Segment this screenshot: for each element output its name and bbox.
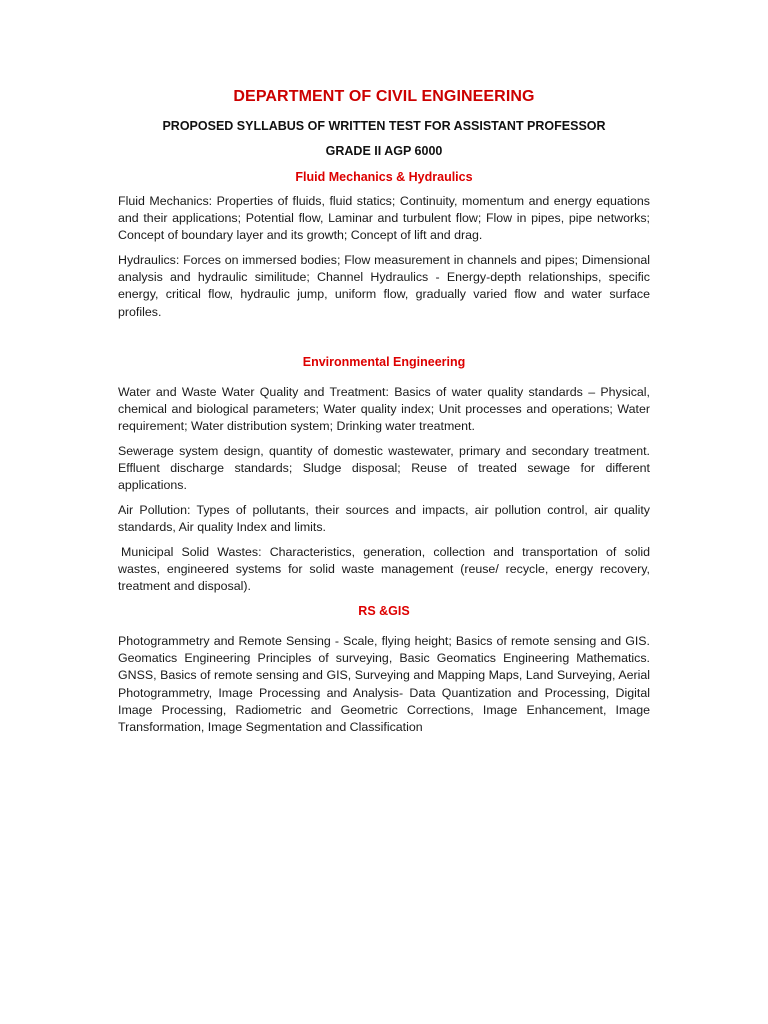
department-title: DEPARTMENT OF CIVIL ENGINEERING [233,88,535,105]
section-heading-rs-gis: RS &GIS [358,604,410,618]
paragraph-air-pollution: Air Pollution: Types of pollutants, their sources and impacts, air pollution control, air quality standards, Air quality Index and limits. [118,503,650,535]
syllabus-subtitle: PROPOSED SYLLABUS OF WRITTEN TEST FOR ASSISTANT PROFESSOR [162,119,606,133]
section-heading-environmental: Environmental Engineering [302,355,466,369]
grade-subtitle: GRADE II AGP 6000 [325,144,443,158]
paragraph-water-quality: Water and Waste Water Quality and Treatment: Basics of water quality standards – Physical, chemical and biological parameters; Water quality index; Unit processes and operations; Water requirement; Water distribution system; Drinking water treatment. [118,385,650,434]
paragraph-remote-sensing: Photogrammetry and Remote Sensing - Scale, flying height; Basics of remote sensing and GIS. Geomatics Engineering Principles of surveying, Basic Geomatics Engineering Mathematics. GNSS, Basics of remote sensing and GIS, Surveying and Mapping Maps, Land Surveying, Aerial Photogrammetry, Image Processing and Analysis- Data Quantization and Processing, Digital Image Processing, Radiometric and Geometric Corrections, Image Enhancement, Image Transformation, Image Segmentation and Classification [118,634,650,735]
paragraph-fluid-mechanics: Fluid Mechanics: Properties of fluids, fluid statics; Continuity, momentum and energy equations and their applications; Potential flow, Laminar and turbulent flow; Flow in pipes, pipe networks; Concept of boundary layer and its growth; Concept of lift and drag. [118,194,650,243]
paragraph-solid-wastes: Municipal Solid Wastes: Characteristics, generation, collection and transportation of solid wastes, engineered systems for solid waste management (reuse/ recycle, energy recovery, treatment and disposal). [118,545,650,594]
paragraph-hydraulics: Hydraulics: Forces on immersed bodies; Flow measurement in channels and pipes; Dimensional analysis and hydraulic similitude; Channel Hydraulics - Energy-depth relationships, specific energy, critical flow, hydraulic jump, uniform flow, gradually varied flow and water surface profiles. [118,253,650,319]
paragraph-sewerage: Sewerage system design, quantity of domestic wastewater, primary and secondary treatment. Effluent discharge standards; Sludge disposal; Reuse of treated sewage for different applications. [118,444,650,493]
section-heading-fluid-mechanics: Fluid Mechanics & Hydraulics [295,170,473,184]
